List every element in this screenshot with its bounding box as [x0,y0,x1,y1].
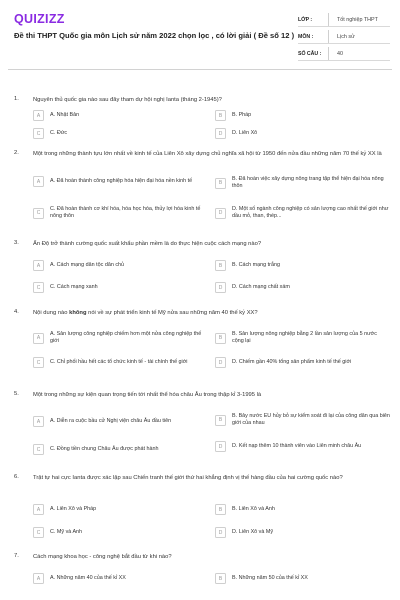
option-text: B. Bảy nước EU hủy bỏ sự kiểm soát đi lại của công dân qua biên giới của nhau [232,413,390,427]
option-letter: B [215,333,226,344]
worksheet-header [0,0,400,68]
option-a[interactable] [33,176,208,187]
option-letter: C [33,128,44,139]
option-a[interactable] [33,504,96,515]
option-letter: A [33,110,44,121]
question-text: Một trong những thành tựu lớn nhất về kinh tế của Liên Xô xây dựng chủ nghĩa xã hội từ 1950 đến nửa đầu những năm 70 thế kỷ XX là [33,151,382,157]
option-text: D. Chiếm gần 40% tổng sản phẩm kinh tế thế giới [232,358,352,365]
option-letter: C [33,357,44,368]
option-d[interactable] [215,128,257,139]
meta-value: Tốt nghiệp THPT [328,13,378,26]
option-letter: D [215,527,226,538]
meta-key: SỐ CÂU : [298,50,322,57]
meta-key: LỚP : [298,16,313,23]
option-text: A. Những năm 40 của thế kỉ XX [50,574,126,581]
question-text [33,309,388,317]
question-text-after: nói về sự phát triển kinh tế Mỹ nửa sau những năm 40 thế kỷ XX? [86,310,258,316]
option-text: A. Nhật Bản [50,111,80,118]
option-text: B. Liên Xô và Anh [232,505,275,512]
option-letter: A [33,260,44,271]
option-letter: C [33,282,44,293]
meta-row-count [298,47,390,61]
option-b[interactable] [215,331,390,346]
option-letter: C [33,527,44,538]
question-number: 1. [14,96,19,102]
option-letter: C [33,444,44,455]
option-text: B. Pháp [232,111,252,118]
option-text: B. Đã hoàn việc xây dựng nông trang tập thể hiện đại hóa nông thôn [232,176,384,190]
option-letter: A [33,333,44,344]
option-text: C. Đã hoàn thành cơ khí hóa, hóa học hóa, thủy lợi hóa kinh tế nông thôn [50,206,201,220]
meta-row-class [298,13,390,27]
option-letter: D [215,128,226,139]
option-letter: B [215,260,226,271]
option-letter: D [215,282,226,293]
option-letter: C [33,208,44,219]
option-a[interactable] [33,331,208,346]
option-text: D. Một số ngành công nghiệp có sản lượng cao nhất thế giới như dầu mỏ, than, thép... [232,206,389,220]
option-b[interactable] [215,413,390,428]
option-d[interactable] [215,282,290,293]
option-letter: A [33,416,44,427]
question-text-emphasis: không [69,310,87,316]
option-a[interactable] [33,110,79,121]
option-b[interactable] [215,110,251,121]
meta-table [298,13,390,64]
meta-value: Lịch sử [328,30,355,43]
option-text: C. Cách mạng xanh [50,283,98,290]
option-text: A. Sản lượng công nghiệp chiếm hơn một nửa công nghiệp thế giới [50,331,202,345]
option-text: C. Chỉ phối hầu hết các tổ chức kinh tế - tài chính thế giới [50,358,188,365]
option-a[interactable] [33,416,208,427]
option-b[interactable] [215,176,390,191]
option-text: D. Liên Xô và Mỹ [232,528,274,535]
option-text: A. Diễn ra cuộc bầu cử Nghị viện châu Âu đầu tiên [50,417,172,424]
option-text: C. Đồng tiền chung Châu Âu được phát hành [50,445,159,452]
question-text: Trật tự hai cực Ianta được xác lập sau Chiến tranh thế giới thứ hai khẳng định vị thế hàng đầu của hai cường quốc nào? [33,475,343,481]
question-number: 6. [14,474,19,480]
option-letter: B [215,110,226,121]
question-number: 5. [14,391,19,397]
option-letter: B [215,504,226,515]
option-text: B. Những năm 50 của thế kỉ XX [232,574,308,581]
option-text: B. Sản lượng nông nghiệp bằng 2 lần sản lượng của 5 nước cộng lại [232,331,377,345]
option-c[interactable] [33,444,208,455]
question-number: 4. [14,309,19,315]
option-c[interactable] [33,527,82,538]
option-d[interactable] [215,357,390,368]
option-a[interactable] [33,573,126,584]
question-text-before: Nội dung nào [33,310,70,316]
option-a[interactable] [33,260,124,271]
option-letter: B [215,178,226,189]
option-b[interactable] [215,504,275,515]
option-letter: D [215,208,226,219]
meta-row-subject [298,30,390,44]
option-b[interactable] [215,573,308,584]
question-number: 2. [14,150,19,156]
option-c[interactable] [33,357,208,368]
option-text: D. Cách mạng chất xám [232,283,290,290]
option-d[interactable] [215,206,390,221]
question-text: Cách mạng khoa học - công nghệ bắt đầu từ khi nào? [33,554,172,560]
option-letter: A [33,573,44,584]
option-c[interactable] [33,206,208,221]
option-letter: B [215,573,226,584]
option-d[interactable] [215,527,273,538]
option-text: A. Đã hoàn thành công nghiệp hóa hiện đại hóa nền kinh tế [50,177,193,184]
option-letter: D [215,357,226,368]
option-text: D. Liên Xô [232,129,258,136]
question-text: Ấn Độ trở thành cường quốc xuất khẩu phần mềm là do thực hiện cuộc cách mạng nào? [33,241,262,247]
option-letter: D [215,441,226,452]
quizizz-logo: QUIZIZZ [14,12,65,26]
option-letter: A [33,176,44,187]
option-c[interactable] [33,282,98,293]
option-c[interactable] [33,128,67,139]
header-divider [8,69,392,70]
option-text: B. Cách mạng trắng [232,261,280,268]
question-number: 7. [14,553,19,559]
option-text: A. Liên Xô và Pháp [50,505,97,512]
question-text: Một trong những sự kiện quan trọng tiến tới nhất thể hóa châu Âu trong thập kỉ 3-1995 là [33,392,262,398]
option-text: D. Kết nạp thêm 10 thành viên vào Liên minh châu Âu [232,442,362,449]
option-letter: B [215,415,226,426]
option-letter: A [33,504,44,515]
question-number: 3. [14,240,19,246]
meta-value: 40 [328,47,343,60]
meta-key: MÔN : [298,33,314,40]
option-text: A. Cách mạng dân tộc dân chủ [50,261,125,268]
question-text: Nguyên thủ quốc gia nào sau đây tham dự hội nghị Ianta (tháng 2-1945)? [33,97,222,103]
option-text: C. Mỹ và Anh [50,528,83,535]
page-title: Đề thi THPT Quốc gia môn Lịch sử năm 2022 chọn lọc , có lời giải ( Đề số 12 ) [14,31,295,40]
option-d[interactable] [215,441,390,452]
option-b[interactable] [215,260,280,271]
option-text: C. Đức [50,129,68,136]
